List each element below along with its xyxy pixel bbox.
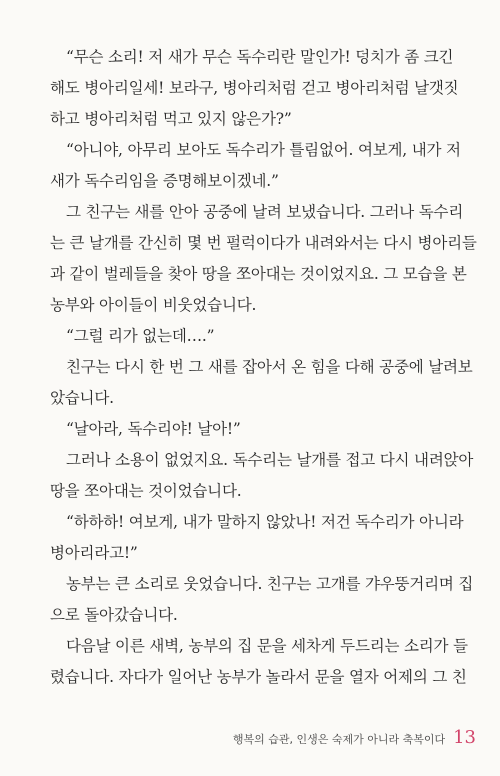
text-line: 으로 돌아갔습니다. — [50, 606, 178, 624]
text-line: 해도 병아리일세! 보라구, 병아리처럼 걷고 병아리처럼 날갯짓 — [50, 79, 459, 97]
page-number: 13 — [453, 727, 476, 748]
text-line: 그러나 소용이 없었지요. 독수리는 날개를 접고 다시 내려앉아 — [66, 451, 474, 469]
text-line: 다음날 이른 새벽, 농부의 집 문을 세차게 두드리는 소리가 들 — [66, 637, 468, 655]
running-title: 행복의 습관, 인생은 숙제가 아니라 축복이다 — [232, 733, 446, 746]
text-line: “아니야, 아무리 보아도 독수리가 틀림없어. 여보게, 내가 저 — [66, 141, 461, 159]
text-line: 땅을 쪼아대는 것이었습니다. — [50, 482, 242, 500]
text-line: 렸습니다. 자다가 일어난 농부가 놀라서 문을 열자 어제의 그 친 — [50, 668, 467, 686]
page-footer — [233, 727, 476, 748]
text-line: 병아리라고!” — [50, 544, 138, 562]
text-line: “하하하! 여보게, 내가 말하지 않았나! 저건 독수리가 아니라 — [66, 513, 464, 531]
text-line: 농부와 아이들이 비웃었습니다. — [50, 296, 257, 314]
text-line: 친구는 다시 한 번 그 새를 잡아서 온 힘을 다해 공중에 날려보 — [66, 358, 473, 376]
text-line: 하고 병아리처럼 먹고 있지 않은가?” — [50, 110, 292, 128]
text-line: 그 친구는 새를 안아 공중에 날려 보냈습니다. 그러나 독수리 — [66, 203, 464, 221]
text-line: 았습니다. — [50, 389, 114, 407]
text-line: 는 큰 날개를 간신히 몇 번 펄럭이다가 내려와서는 다시 병아리들 — [50, 234, 477, 252]
text-line: “무슨 소리! 저 새가 무슨 독수리란 말인가! 덩치가 좀 크긴 — [66, 48, 454, 66]
text-line: 새가 독수리임을 증명해보이겠네.” — [50, 172, 279, 190]
text-line: 과 같이 벌레들을 찾아 땅을 쪼아대는 것이었지요. 그 모습을 본 — [50, 265, 467, 283]
text-line: “그럴 리가 없는데….” — [66, 327, 215, 345]
text-line: “날아라, 독수리야! 날아!” — [66, 420, 241, 438]
text-line: 농부는 큰 소리로 웃었습니다. 친구는 고개를 갸우뚱거리며 집 — [66, 575, 474, 593]
body-text — [50, 42, 477, 693]
